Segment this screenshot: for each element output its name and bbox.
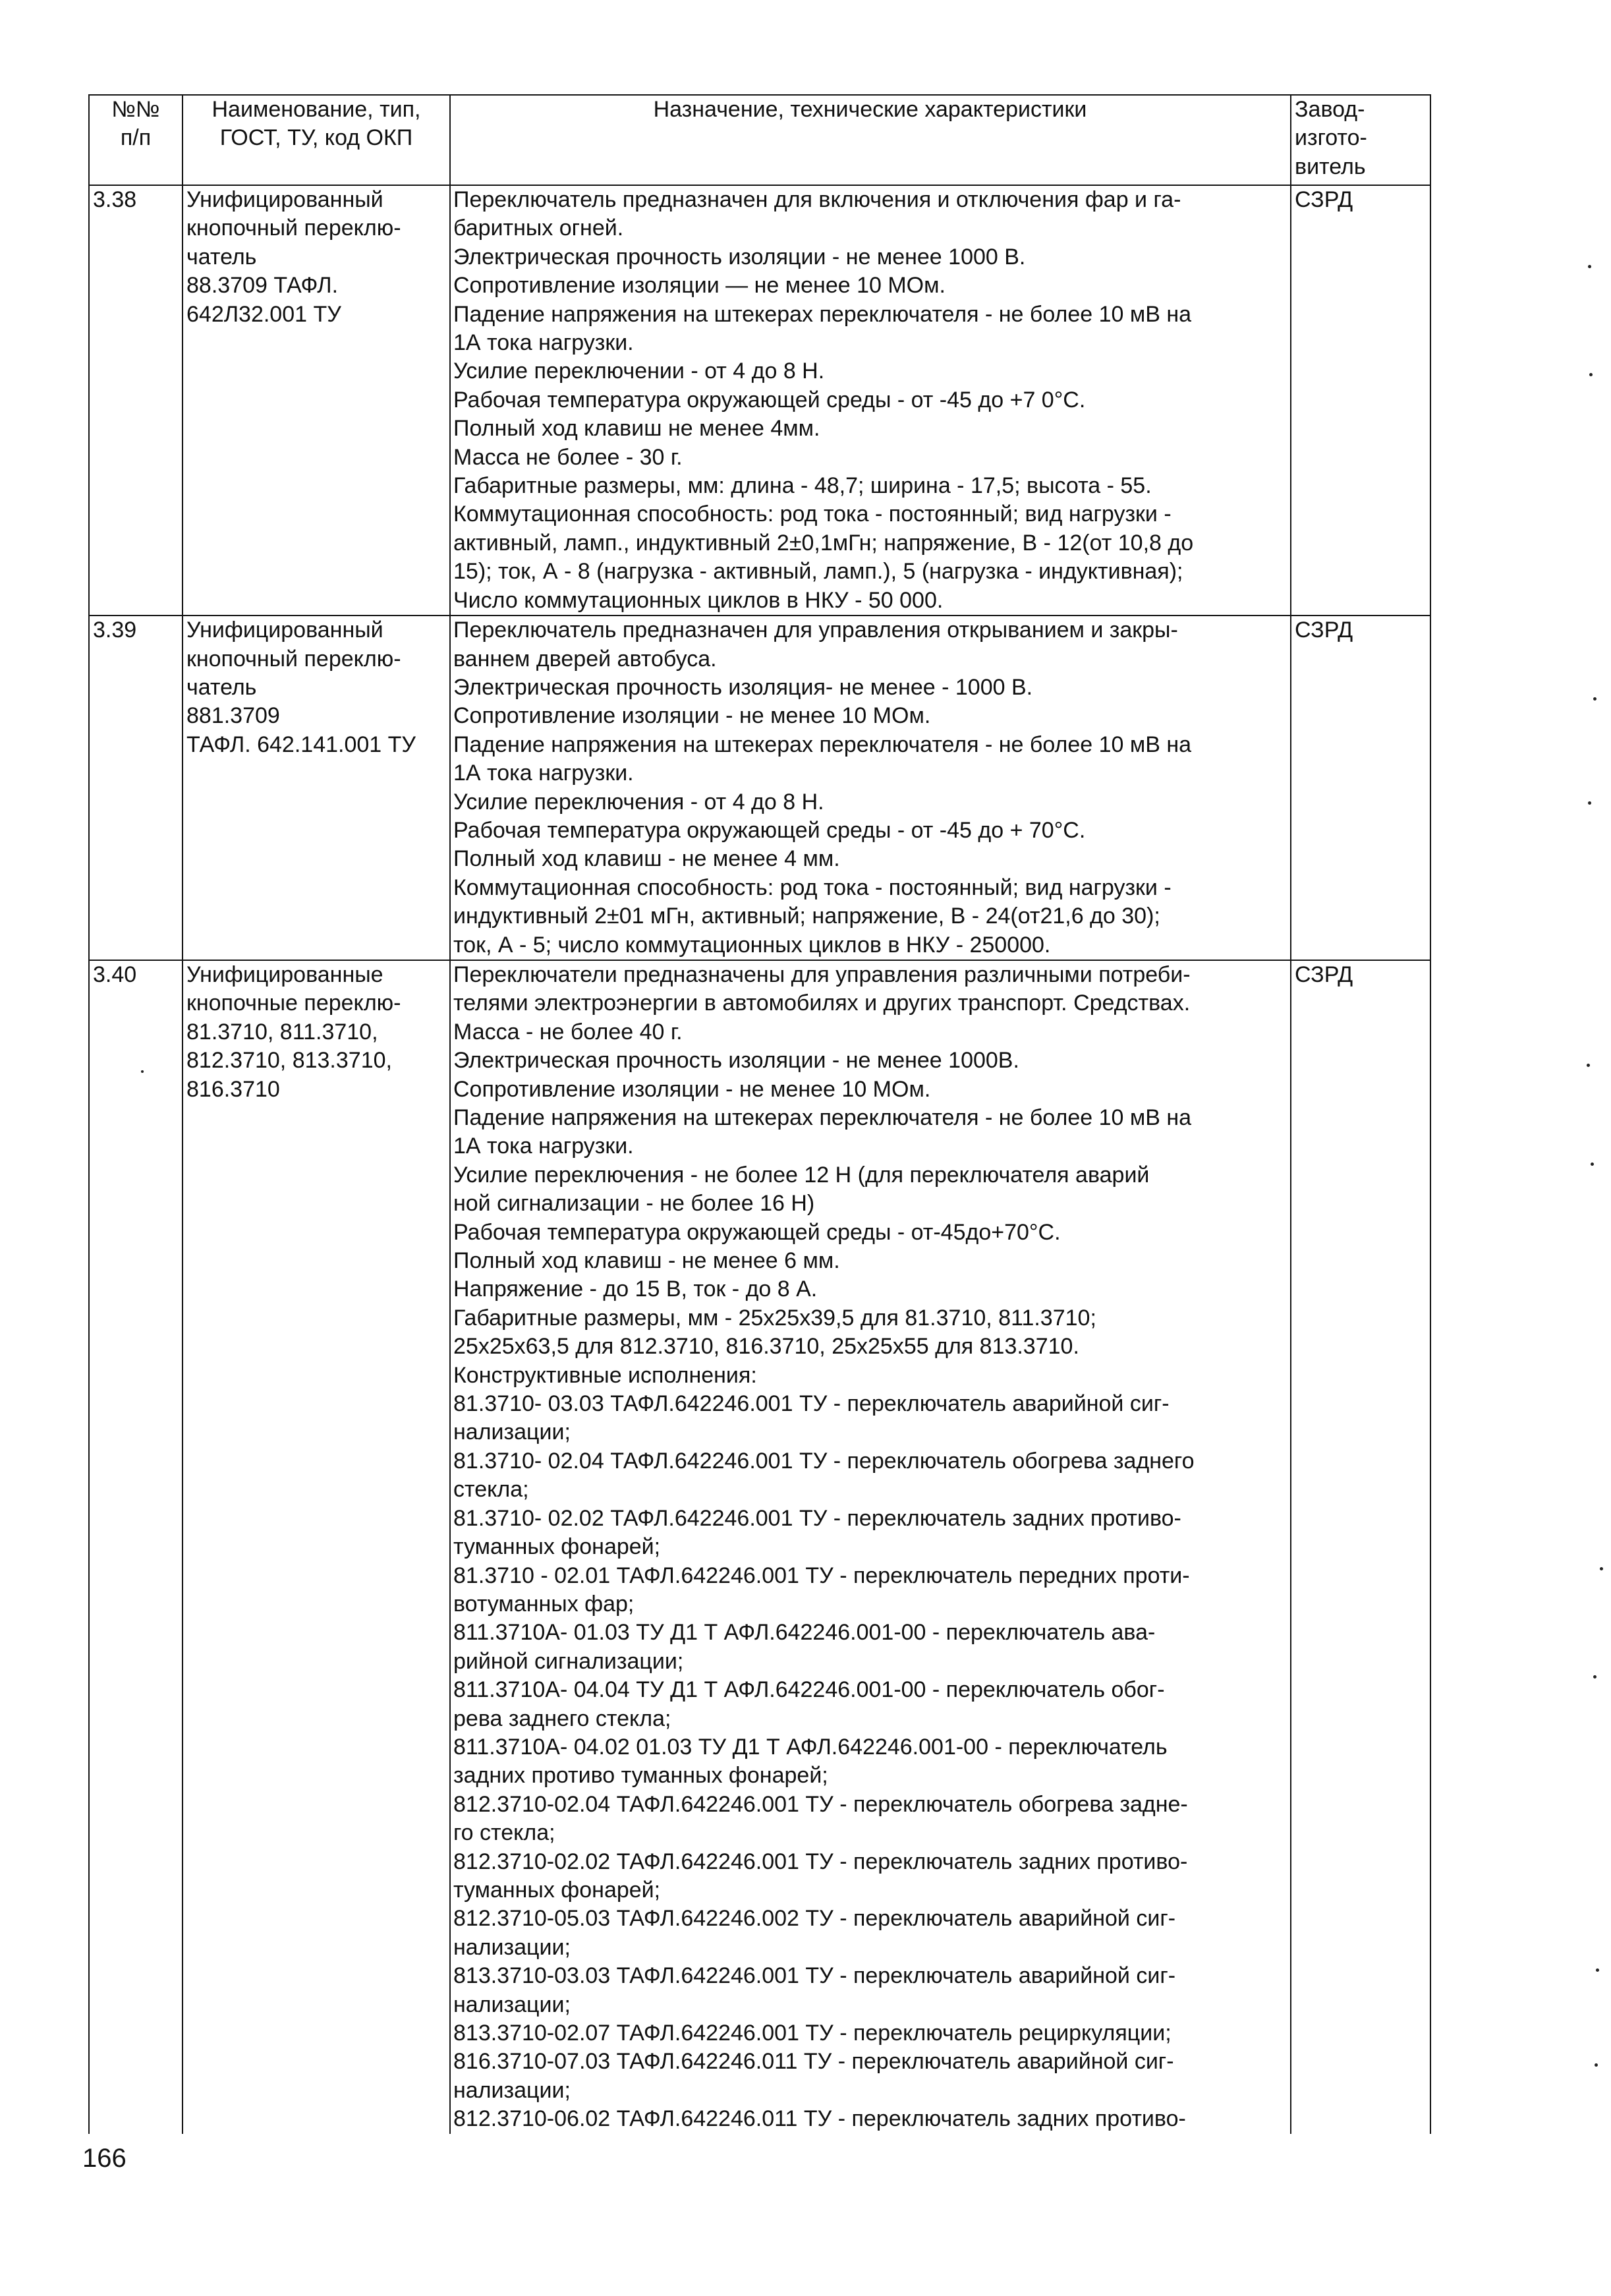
row-manufacturer: СЗРД [1291,960,1430,2134]
row-manufacturer: СЗРД [1291,185,1430,616]
header-description: Назначение, технические характеристики [450,95,1291,185]
row-description: Переключатель предназначен для включения и отключения фар и га- баритных огней. Электрическая прочность изоляции - не менее 1000 В. Сопротивление изоляции — не менее 10 МОм. Падение напряжения на штекерах переключателя - не более 10 мВ на 1А тока нагрузки. Усилие переключении - от 4 до 8 Н. Рабочая температура окружающей среды - от -45 до +7 0°С. Полный ход клавиш не менее 4мм. Масса не более - 30 г. Габаритные размеры, мм: длина - 48,7; ширина - 17,5; высота - 55. Коммутационная способность: род тока - постоянный; вид нагрузки - активный, ламп., индуктивный 2±0,1мГн; напряжение, В - 12(от 10,8 до 15); ток, А - 8 (нагрузка - активный, ламп.), 5 (нагрузка - индуктивная); Число коммутационных циклов в НКУ - 50 000. [450,185,1291,616]
page-number: 166 [82,2144,127,2173]
table-row [89,616,1430,960]
row-name: Унифицированные кнопочные переклю- 81.3710, 811.3710, 812.3710, 813.3710, 816.3710 [183,960,450,2134]
row-manufacturer: СЗРД [1291,616,1430,960]
row-description: Переключатели предназначены для управления различными потреби- телями электроэнергии в автомобилях и других транспорт. Средствах. Масса - не более 40 г. Электрическая прочность изоляции - не менее 1000В. Сопротивление изоляции - не менее 10 МОм. Падение напряжения на штекерах переключателя - не более 10 мВ на 1А тока нагрузки. Усилие переключения - не более 12 Н (для переключателя аварий ной сигнализации - не более 16 Н) Рабочая температура окружающей среды - от-45до+70°С. Полный ход клавиш - не менее 6 мм. Напряжение - до 15 В, ток - до 8 А. Габаритные размеры, мм - 25х25х39,5 для 81.3710, 811.3710; 25х25х63,5 для 812.3710, 816.3710, 25х25х55 для 813.3710. Конструктивные исполнения: 81.3710- 03.03 ТАФЛ.642246.001 ТУ - переключатель аварийной сиг- нализации; 81.3710- 02.04 ТАФЛ.642246.001 ТУ - переключатель обогрева заднего стекла; 81.3710- 02.02 ТАФЛ.642246.001 ТУ - переключатель задних противо- туманных фонарей; 81.3710 - 02.01 ТАФЛ.642246.001 ТУ - переключатель передних проти- вотуманных фар; 811.3710А- 01.03 ТУ Д1 Т АФЛ.642246.001-00 - переключатель ава- рийной сигнализации; 811.3710А- 04.04 ТУ Д1 Т АФЛ.642246.001-00 - переключатель обог- рева заднего стекла; 811.3710А- 04.02 01.03 ТУ Д1 Т АФЛ.642246.001-00 - переключатель задних противо туманных фонарей; 812.3710-02.04 ТАФЛ.642246.001 ТУ - переключатель обогрева задне- го стекла; 812.3710-02.02 ТАФЛ.642246.001 ТУ - переключатель задних противо- туманных фонарей; 812.3710-05.03 ТАФЛ.642246.002 ТУ - переключатель аварийной сиг- нализации; 813.3710-03.03 ТАФЛ.642246.001 ТУ - переключатель аварийной сиг- нализации; 813.3710-02.07 ТАФЛ.642246.001 ТУ - переключатель рециркуляции; 816.3710-07.03 ТАФЛ.642246.011 ТУ - переключатель аварийной сиг- нализации; 812.3710-06.02 ТАФЛ.642246.011 ТУ - переключатель задних противо- [450,960,1291,2134]
table-row [89,185,1430,616]
table-header-row [89,95,1430,185]
scan-speck [1593,697,1597,701]
scan-speck [1588,265,1591,268]
scan-speck [1600,1567,1603,1570]
scan-speck [1595,2063,1598,2067]
row-number: 3.38 [89,185,183,616]
scan-speck [1591,1162,1594,1166]
row-description: Переключатель предназначен для управления открыванием и закры- ваннем дверей автобуса. Электрическая прочность изоляция- не менее - 1000 В. Сопротивление изоляции - не менее 10 МОм. Падение напряжения на штекерах переключателя - не более 10 мВ на 1А тока нагрузки. Усилие переключения - от 4 до 8 Н. Рабочая температура окружающей среды - от -45 до + 70°С. Полный ход клавиш - не менее 4 мм. Коммутационная способность: род тока - постоянный; вид нагрузки - индуктивный 2±01 мГн, активный; напряжение, В - 24(от21,6 до 30); ток, А - 5; число коммутационных циклов в НКУ - 250000. [450,616,1291,960]
header-name: Наименование, тип, ГОСТ, ТУ, код ОКП [183,95,450,185]
specification-table [88,94,1431,2134]
scan-speck [1589,373,1593,376]
scan-speck [1593,1675,1597,1679]
scan-speck [1588,801,1591,805]
row-name: Унифицированный кнопочный переклю- чатель 881.3709 ТАФЛ. 642.141.001 ТУ [183,616,450,960]
scan-speck [1596,1968,1599,1972]
row-number: 3.40 [89,960,183,2134]
scan-speck [1587,1064,1590,1067]
scan-speck [141,1070,144,1073]
table-row [89,960,1430,2134]
row-number: 3.39 [89,616,183,960]
header-manufacturer: Завод- изгото- витель [1291,95,1430,185]
row-name: Унифицированный кнопочный переклю- чатель 88.3709 ТАФЛ. 642Л32.001 ТУ [183,185,450,616]
header-number: №№ п/п [89,95,183,185]
